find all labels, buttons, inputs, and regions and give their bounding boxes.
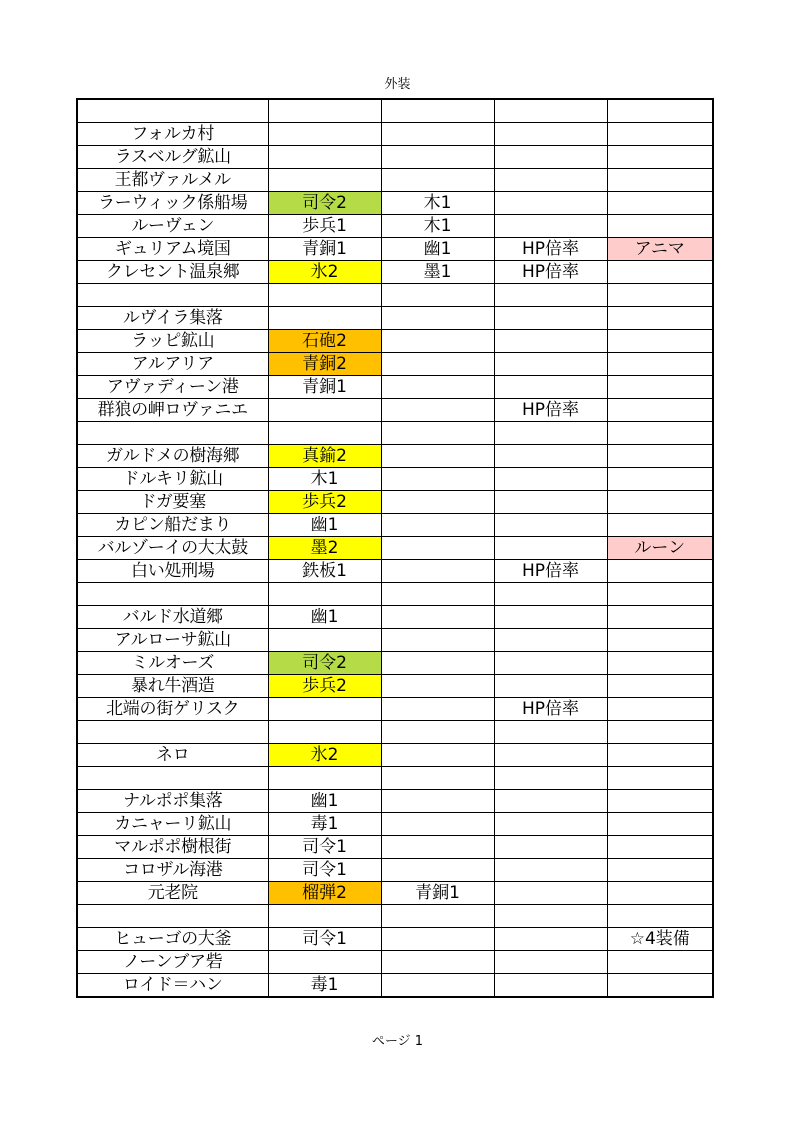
location-name-cell: ドガ要塞 (77, 491, 268, 514)
location-name-cell: ギュリアム境国 (77, 238, 268, 261)
location-name-cell: 王都ヴァルメル (77, 169, 268, 192)
location-name-cell (77, 767, 268, 790)
special-cell (607, 652, 713, 675)
equipment-table (76, 98, 714, 998)
material-cell: 幽1 (268, 790, 381, 813)
special-cell: アニマ (607, 238, 713, 261)
hp-multiplier-cell (494, 882, 607, 905)
special-cell (607, 767, 713, 790)
location-name-cell: ノーンブア砦 (77, 951, 268, 974)
table-row (77, 238, 713, 261)
secondary-material-cell (381, 836, 494, 859)
location-name-cell: 群狼の岬ロヴァニエ (77, 399, 268, 422)
material-cell (268, 307, 381, 330)
material-cell (268, 123, 381, 146)
material-cell: 司令2 (268, 652, 381, 675)
special-cell (607, 376, 713, 399)
table-row (77, 491, 713, 514)
location-name-cell: ネロ (77, 744, 268, 767)
hp-multiplier-cell (494, 721, 607, 744)
special-cell (607, 698, 713, 721)
page-number: ページ 1 (371, 1034, 424, 1049)
hp-multiplier-cell (494, 491, 607, 514)
location-name-cell (77, 284, 268, 307)
special-cell (607, 813, 713, 836)
table-row (77, 353, 713, 376)
material-cell (268, 399, 381, 422)
material-cell: 青銅2 (268, 353, 381, 376)
table-row (77, 399, 713, 422)
location-name-cell: ルーヴェン (77, 215, 268, 238)
hp-multiplier-cell (494, 652, 607, 675)
special-cell (607, 974, 713, 998)
location-name-cell (77, 583, 268, 606)
material-cell: 青銅1 (268, 376, 381, 399)
secondary-material-cell (381, 468, 494, 491)
secondary-material-cell (381, 514, 494, 537)
secondary-material-cell (381, 813, 494, 836)
sheet-title: 外装 (384, 77, 411, 92)
hp-multiplier-cell: HP倍率 (494, 238, 607, 261)
secondary-material-cell: 幽1 (381, 238, 494, 261)
hp-multiplier-cell (494, 353, 607, 376)
material-cell (268, 99, 381, 123)
hp-multiplier-cell (494, 675, 607, 698)
hp-multiplier-cell (494, 928, 607, 951)
spacer-row (77, 721, 713, 744)
secondary-material-cell (381, 974, 494, 998)
special-cell (607, 307, 713, 330)
table-row (77, 951, 713, 974)
special-cell (607, 468, 713, 491)
material-cell (268, 629, 381, 652)
material-cell: 歩兵2 (268, 675, 381, 698)
hp-multiplier-cell: HP倍率 (494, 698, 607, 721)
material-cell (268, 146, 381, 169)
secondary-material-cell (381, 169, 494, 192)
location-name-cell: アルアリア (77, 353, 268, 376)
material-cell: 氷2 (268, 261, 381, 284)
location-name-cell: ヒューゴの大釜 (77, 928, 268, 951)
material-cell: 司令1 (268, 859, 381, 882)
special-cell (607, 491, 713, 514)
location-name-cell: マルポポ樹根街 (77, 836, 268, 859)
material-cell (268, 284, 381, 307)
material-cell: 石砲2 (268, 330, 381, 353)
secondary-material-cell (381, 583, 494, 606)
secondary-material-cell (381, 652, 494, 675)
special-cell (607, 583, 713, 606)
special-cell (607, 353, 713, 376)
special-cell (607, 836, 713, 859)
special-cell (607, 399, 713, 422)
special-cell (607, 123, 713, 146)
spacer-row (77, 905, 713, 928)
secondary-material-cell (381, 767, 494, 790)
secondary-material-cell (381, 675, 494, 698)
secondary-material-cell (381, 307, 494, 330)
spacer-row (77, 767, 713, 790)
hp-multiplier-cell (494, 468, 607, 491)
table-row (77, 790, 713, 813)
special-cell (607, 99, 713, 123)
hp-multiplier-cell (494, 284, 607, 307)
table-row (77, 445, 713, 468)
location-name-cell: 元老院 (77, 882, 268, 905)
table-row (77, 123, 713, 146)
secondary-material-cell (381, 123, 494, 146)
secondary-material-cell (381, 629, 494, 652)
table-row (77, 307, 713, 330)
location-name-cell: カニャーリ鉱山 (77, 813, 268, 836)
table-row (77, 836, 713, 859)
secondary-material-cell (381, 422, 494, 445)
spacer-row (77, 99, 713, 123)
material-cell (268, 721, 381, 744)
secondary-material-cell: 木1 (381, 192, 494, 215)
secondary-material-cell (381, 284, 494, 307)
secondary-material-cell (381, 376, 494, 399)
location-name-cell: ナルポポ集落 (77, 790, 268, 813)
special-cell (607, 606, 713, 629)
hp-multiplier-cell (494, 583, 607, 606)
table-row (77, 192, 713, 215)
secondary-material-cell (381, 399, 494, 422)
material-cell (268, 169, 381, 192)
table-row (77, 169, 713, 192)
location-name-cell: ドルキリ鉱山 (77, 468, 268, 491)
spacer-row (77, 422, 713, 445)
special-cell (607, 192, 713, 215)
material-cell: 氷2 (268, 744, 381, 767)
special-cell (607, 261, 713, 284)
table-row (77, 560, 713, 583)
secondary-material-cell (381, 905, 494, 928)
secondary-material-cell (381, 859, 494, 882)
material-cell: 幽1 (268, 606, 381, 629)
location-name-cell: ロイド＝ハン (77, 974, 268, 998)
location-name-cell: ラスベルグ鉱山 (77, 146, 268, 169)
hp-multiplier-cell: HP倍率 (494, 560, 607, 583)
hp-multiplier-cell (494, 330, 607, 353)
hp-multiplier-cell (494, 790, 607, 813)
special-cell (607, 514, 713, 537)
secondary-material-cell (381, 146, 494, 169)
hp-multiplier-cell (494, 905, 607, 928)
table-row (77, 698, 713, 721)
location-name-cell: ラッピ鉱山 (77, 330, 268, 353)
material-cell: 司令2 (268, 192, 381, 215)
material-cell (268, 583, 381, 606)
table-row (77, 606, 713, 629)
material-cell: 鉄板1 (268, 560, 381, 583)
hp-multiplier-cell (494, 146, 607, 169)
hp-multiplier-cell (494, 215, 607, 238)
table-row (77, 468, 713, 491)
special-cell (607, 721, 713, 744)
special-cell (607, 882, 713, 905)
table-row (77, 928, 713, 951)
table-row (77, 215, 713, 238)
special-cell (607, 146, 713, 169)
hp-multiplier-cell (494, 169, 607, 192)
table-row (77, 146, 713, 169)
secondary-material-cell (381, 445, 494, 468)
location-name-cell (77, 905, 268, 928)
location-name-cell: 北端の街ゲリスク (77, 698, 268, 721)
location-name-cell: クレセント温泉郷 (77, 261, 268, 284)
special-cell (607, 629, 713, 652)
hp-multiplier-cell (494, 606, 607, 629)
location-name-cell: ミルオーズ (77, 652, 268, 675)
hp-multiplier-cell (494, 744, 607, 767)
material-cell: 毒1 (268, 813, 381, 836)
special-cell (607, 215, 713, 238)
location-name-cell (77, 99, 268, 123)
special-cell (607, 284, 713, 307)
location-name-cell: 白い処刑場 (77, 560, 268, 583)
hp-multiplier-cell (494, 514, 607, 537)
material-cell (268, 951, 381, 974)
secondary-material-cell (381, 721, 494, 744)
material-cell (268, 698, 381, 721)
table-row (77, 652, 713, 675)
secondary-material-cell: 青銅1 (381, 882, 494, 905)
material-cell (268, 767, 381, 790)
spacer-row (77, 284, 713, 307)
secondary-material-cell (381, 928, 494, 951)
table-row (77, 813, 713, 836)
material-cell: 幽1 (268, 514, 381, 537)
hp-multiplier-cell (494, 836, 607, 859)
location-name-cell: アヴァディーン港 (77, 376, 268, 399)
hp-multiplier-cell (494, 307, 607, 330)
special-cell (607, 905, 713, 928)
location-name-cell: カピン船だまり (77, 514, 268, 537)
special-cell (607, 790, 713, 813)
secondary-material-cell (381, 353, 494, 376)
hp-multiplier-cell (494, 951, 607, 974)
hp-multiplier-cell (494, 537, 607, 560)
table-row (77, 974, 713, 998)
hp-multiplier-cell (494, 192, 607, 215)
hp-multiplier-cell (494, 445, 607, 468)
secondary-material-cell (381, 790, 494, 813)
special-cell (607, 422, 713, 445)
secondary-material-cell (381, 537, 494, 560)
special-cell (607, 169, 713, 192)
table-row (77, 330, 713, 353)
material-cell: 木1 (268, 468, 381, 491)
table-row (77, 376, 713, 399)
secondary-material-cell: 木1 (381, 215, 494, 238)
special-cell: ルーン (607, 537, 713, 560)
secondary-material-cell (381, 99, 494, 123)
location-name-cell (77, 422, 268, 445)
location-name-cell: 暴れ牛酒造 (77, 675, 268, 698)
material-cell: 司令1 (268, 928, 381, 951)
table-row (77, 675, 713, 698)
special-cell (607, 744, 713, 767)
secondary-material-cell: 墨1 (381, 261, 494, 284)
hp-multiplier-cell (494, 974, 607, 998)
table-row (77, 744, 713, 767)
material-cell: 司令1 (268, 836, 381, 859)
hp-multiplier-cell (494, 859, 607, 882)
table-row (77, 261, 713, 284)
hp-multiplier-cell: HP倍率 (494, 399, 607, 422)
location-name-cell (77, 721, 268, 744)
location-name-cell: ラーウィック係船場 (77, 192, 268, 215)
material-cell (268, 905, 381, 928)
hp-multiplier-cell (494, 99, 607, 123)
hp-multiplier-cell: HP倍率 (494, 261, 607, 284)
special-cell (607, 330, 713, 353)
secondary-material-cell (381, 491, 494, 514)
location-name-cell: バルゾーイの大太鼓 (77, 537, 268, 560)
secondary-material-cell (381, 606, 494, 629)
secondary-material-cell (381, 330, 494, 353)
table-row (77, 514, 713, 537)
location-name-cell: アルローサ鉱山 (77, 629, 268, 652)
special-cell (607, 859, 713, 882)
secondary-material-cell (381, 951, 494, 974)
special-cell (607, 560, 713, 583)
secondary-material-cell (381, 744, 494, 767)
spacer-row (77, 583, 713, 606)
table-row (77, 882, 713, 905)
table-row (77, 859, 713, 882)
hp-multiplier-cell (494, 813, 607, 836)
material-cell: 歩兵2 (268, 491, 381, 514)
location-name-cell: バルド水道郷 (77, 606, 268, 629)
material-cell: 歩兵1 (268, 215, 381, 238)
hp-multiplier-cell (494, 376, 607, 399)
location-name-cell: ガルドメの樹海郷 (77, 445, 268, 468)
special-cell: ☆4装備 (607, 928, 713, 951)
material-cell: 榴弾2 (268, 882, 381, 905)
table-row (77, 629, 713, 652)
hp-multiplier-cell (494, 629, 607, 652)
material-cell: 墨2 (268, 537, 381, 560)
location-name-cell: フォルカ村 (77, 123, 268, 146)
material-cell: 青銅1 (268, 238, 381, 261)
material-cell: 毒1 (268, 974, 381, 998)
material-cell (268, 422, 381, 445)
special-cell (607, 951, 713, 974)
secondary-material-cell (381, 560, 494, 583)
secondary-material-cell (381, 698, 494, 721)
special-cell (607, 445, 713, 468)
special-cell (607, 675, 713, 698)
location-name-cell: ルヴイラ集落 (77, 307, 268, 330)
material-cell: 真鍮2 (268, 445, 381, 468)
hp-multiplier-cell (494, 422, 607, 445)
table-row (77, 537, 713, 560)
hp-multiplier-cell (494, 123, 607, 146)
location-name-cell: コロザル海港 (77, 859, 268, 882)
hp-multiplier-cell (494, 767, 607, 790)
